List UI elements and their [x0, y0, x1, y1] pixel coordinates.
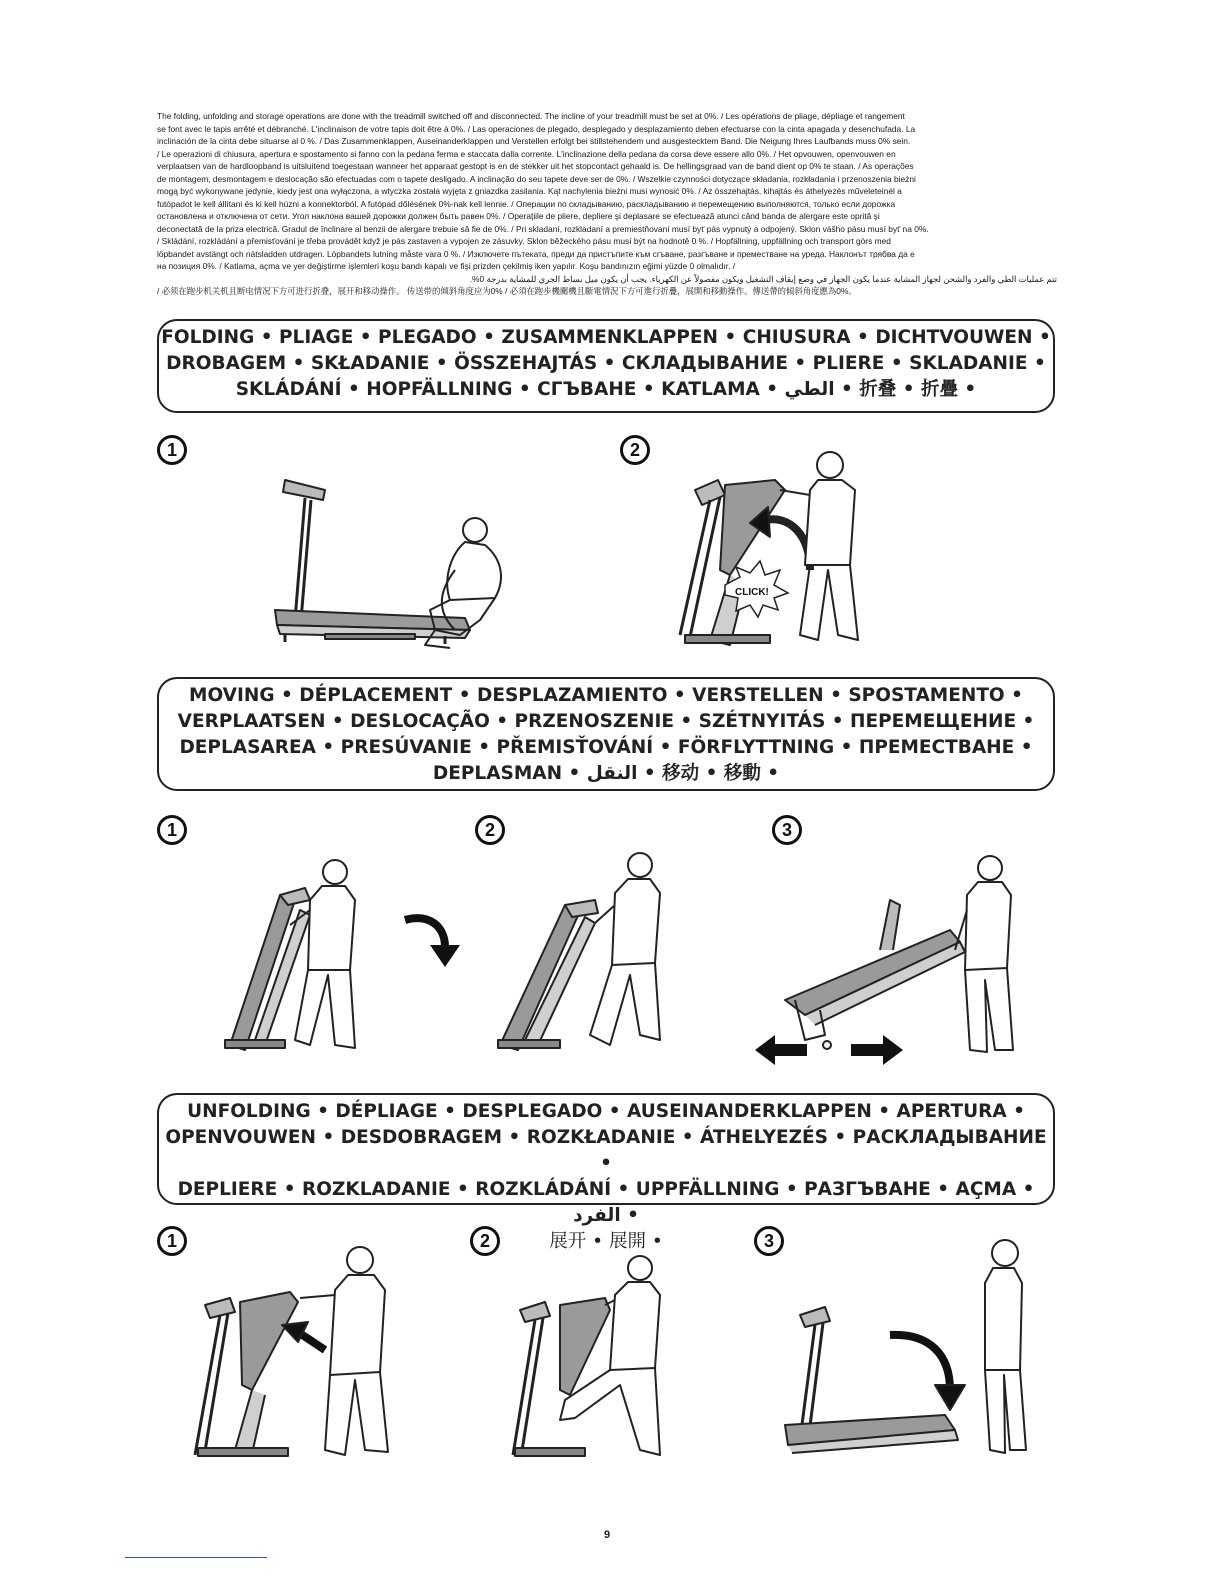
- unfolding-step-3-number: 3: [754, 1226, 784, 1256]
- intro-line: / Le operazioni di chiusura, apertura e spostamento si fanno con la pedana ferma e staccata dalla corrente. L'inclinazione della pedana da corsa deve essere allo 0%. / Het opvouwen, openvouwen en: [157, 148, 896, 159]
- folding-step-1-illustration: [265, 470, 535, 660]
- unfolding-banner-line: UNFOLDING • DÉPLIAGE • DESPLEGADO • AUSEINANDERKLAPPEN • APERTURA •: [187, 1101, 1025, 1122]
- unfolding-banner-line: DEPLIERE • ROZKLADANIE • ROZKLÁDÁNÍ • UPPFÄLLNING • РАЗГЪВАНЕ • AÇMA • الفرد •: [177, 1179, 1035, 1226]
- intro-line: mogą być wykonywane jedynie, kiedy jest ona wyłączona, a wtyczka została wyjęta z gniazdka zasilania. Kąt nachylenia bieżni musi wynosić 0%. / Az összehajtás, kihajtás és áthelyezés műveleteinél a: [157, 186, 902, 196]
- moving-banner-line: DEPLASMAN • النقل • 移动 • 移動 •: [432, 763, 780, 784]
- intro-paragraph: [157, 110, 1057, 298]
- intro-line: futópadot le kell állítani és ki kell húzni a konnektorból. A futópad dőlésének 0%-nak kell lennie. / Операции по складыванию, раскладыванию и перемещению выполняются, только если дорожка: [157, 198, 896, 209]
- moving-banner: [157, 677, 1055, 791]
- intro-line: de montagem, desmontagem e deslocação são efectuadas com o tapete desligado. A inclinação do seu tapete deve ser de 0%. / Wszelkie czynności dotyczące składania, rozkładania i przenoszenia bieżni: [157, 173, 916, 184]
- unfolding-step-2-illustration: [505, 1250, 675, 1465]
- folding-banner-line: DROBAGEM • SKŁADANIE • ÖSSZEHAJTÁS • СКЛАДЫВАНИЕ • PLIERE • SKLADANIE •: [166, 353, 1046, 374]
- folding-banner-line: FOLDING • PLIAGE • PLEGADO • ZUSAMMENKLAPPEN • CHIUSURA • DICHTVOUWEN •: [161, 327, 1051, 348]
- intro-line: se font avec le tapis arrêté et débranché. L'inclinaison de votre tapis doit être à 0%. / Las operaciones de plegado, desplegado y desplazamiento deben efectuarse con la cinta apagada y desenchufada. La: [157, 123, 916, 134]
- folding-step-1-number: 1: [157, 435, 187, 465]
- moving-step-2-illustration: [490, 845, 670, 1060]
- folding-step-2-illustration: [670, 435, 900, 665]
- intro-line: на позиция 0%. / Katlama, açma ve yer değiştirme işlemleri koşu bandı kapalı ve fişi prizden çekilmiş iken yapılır. Koşu bandınızın eğimi yüzde 0 olmalıdır. /: [157, 261, 736, 271]
- intro-line: deconectată de la priza electrică. Gradul de înclinare al benzii de alergare trebuie să fie de 0%. / Pri skladaní, rozkladaní a premiestňovaní musí byť pás vypnutý a odpojený. Sklon vášho pásu musí byť na 0%.: [157, 223, 929, 234]
- moving-step-3-illustration: [775, 850, 1025, 1065]
- moving-step-1-number: 1: [157, 815, 187, 845]
- unfolding-banner-line: 展开 • 展開 •: [549, 1231, 663, 1252]
- click-label: CLICK!: [735, 587, 769, 598]
- page-number: 9: [603, 1529, 611, 1541]
- intro-line: löpbandet avstängt och nätsladden utdragen. Löpbandets lutning måste vara 0 %. / Изключете пътеката, преди да пристъпите към сгъване, разгъване и преместване на уреда. Наклонът трябва да е: [157, 248, 915, 259]
- folding-banner: [157, 319, 1055, 413]
- unfolding-step-1-illustration: [190, 1240, 415, 1465]
- intro-line: verplaatsen van de hardloopband is uitsluitend toegestaan wanneer het apparaat gestopt is en de stekker uit het stopcontact gehaald is. De hellingsgraad van de band dient op 0% te staan. / As operações: [157, 161, 914, 171]
- intro-line: / Skládání, rozkládání a přemisťování je třeba provádět když je pás zastaven a vypojen ze zásuvky. Sklon běžeckého pásu musí být na hodnotě 0 %. / Hopfällning, uppfällning och transport görs med: [157, 236, 891, 246]
- unfolding-step-2-number: 2: [470, 1226, 500, 1256]
- moving-banner-line: MOVING • DÉPLACEMENT • DESPLAZAMIENTO • VERSTELLEN • SPOSTAMENTO •: [189, 685, 1023, 706]
- moving-banner-line: VERPLAATSEN • DESLOCAÇÃO • PRZENOSZENIE • SZÉTNYITÁS • ПЕРЕМЕЩЕНИЕ •: [177, 711, 1035, 732]
- moving-step-2-number: 2: [475, 815, 505, 845]
- folding-banner-line: SKLÁDÁNÍ • HOPFÄLLNING • СГЪВАНЕ • KATLAMA • الطي • 折叠 • 折疊 •: [235, 379, 977, 400]
- intro-line: остановлена и отключена от сети. Угол наклона вашей дорожки должен быть равен 0%. / Operaţiile de pliere, depliere şi deplasare se efectuează atunci când banda de alergare este oprită şi: [157, 211, 880, 221]
- moving-banner-line: DEPLASAREA • PRESÚVANIE • PŘEMISŤOVÁNÍ • FÖRFLYTTNING • ПРЕМЕСТВАНЕ •: [179, 737, 1033, 758]
- unfolding-step-3-illustration: [780, 1235, 1050, 1465]
- intro-chinese: / 必须在跑步机关机且断电情况下方可进行折叠，展开和移动操作。 传送带的倾斜角度应为0% / 必須在跑步機關機且斷電情況下方可進行折疊，展開和移動操作。傳送帶的傾斜角度應為0%。: [157, 286, 857, 296]
- intro-line: inclinación de la cinta debe situarse al 0 %. / Das Zusammenklappen, Auseinanderklappen und Verstellen erfolgt bei stillstehendem und ausgestecktem Band. Die Neigung Ihres Laufbands muss 0% sein.: [157, 136, 911, 146]
- curved-arrow-down-icon: [400, 905, 465, 970]
- intro-line: The folding, unfolding and storage operations are done with the treadmill switched off and disconnected. The incline of your treadmill must be set at 0%. / Les opérations de pliage, dépliage et rangement: [157, 111, 905, 121]
- folding-step-2-number: 2: [620, 435, 650, 465]
- moving-step-1-illustration: [210, 850, 360, 1060]
- unfolding-banner-line: OPENVOUWEN • DESDOBRAGEM • ROZKŁADANIE • ÁTHELYEZÉS • РАСКЛАДЫВАНИЕ •: [165, 1127, 1047, 1174]
- moving-step-3-number: 3: [772, 815, 802, 845]
- arrow-left-icon: [755, 1035, 810, 1065]
- unfolding-banner: [157, 1093, 1055, 1252]
- footer-rule: [125, 1557, 267, 1558]
- unfolding-step-1-number: 1: [157, 1226, 187, 1256]
- arrow-right-icon: [848, 1035, 903, 1065]
- intro-arabic: تتم عمليات الطي والفرد والشحن لجهاز المشاية عندما يكون الجهاز في وضع إيقاف التشغيل ويكون مفصولاً عن الكهرباء. يجب أن يكون ميل بساط الجري للمشاية بدرجة 0%.: [469, 273, 1057, 284]
